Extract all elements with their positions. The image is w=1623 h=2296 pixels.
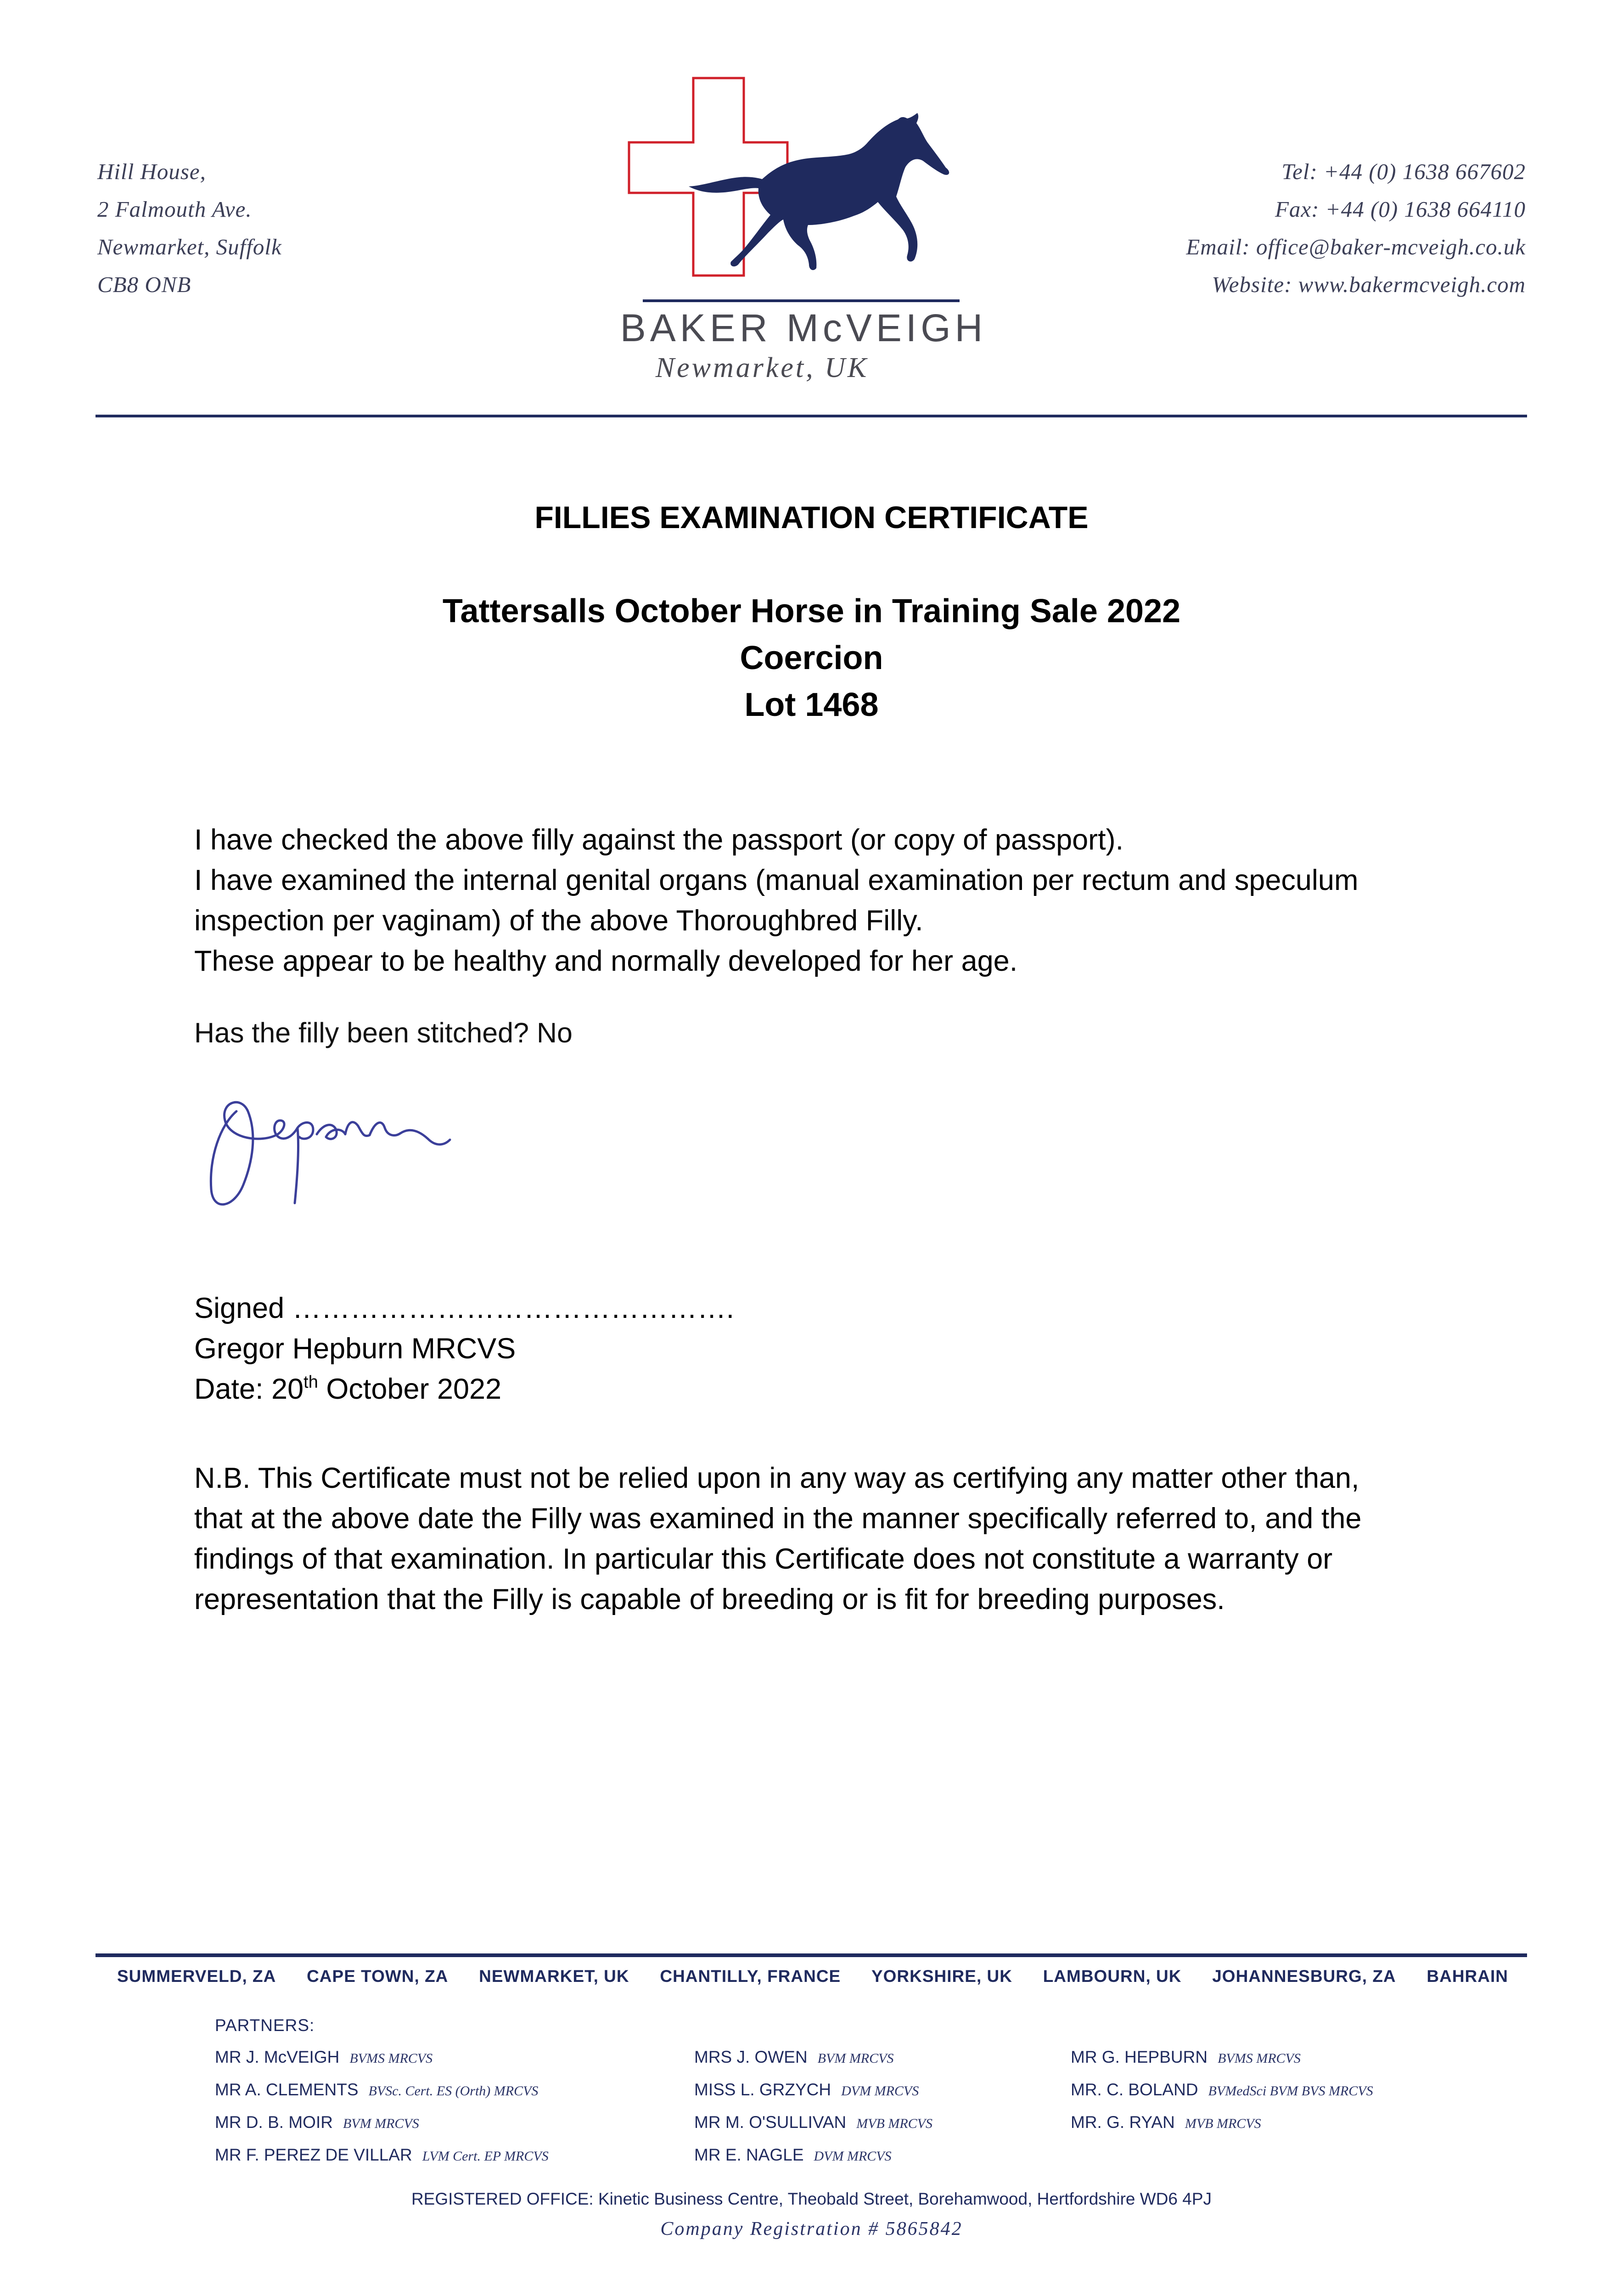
location-item: CHANTILLY, FRANCE [660, 1967, 841, 1986]
fax-text: Fax: +44 (0) 1638 664110 [1275, 197, 1526, 222]
partners-heading: PARTNERS: [215, 2016, 315, 2035]
location-item: NEWMARKET, UK [479, 1967, 629, 1986]
partner-qualification: MVB MRCVS [1185, 2116, 1261, 2131]
signature-image [193, 1084, 523, 1221]
signature-block [194, 1288, 1457, 1409]
partner-entry [694, 2042, 932, 2074]
disclaimer-line: that at the above date the Filly was examined in the manner specifically referred to, and the [194, 1503, 1362, 1535]
partners-column-1 [215, 2042, 549, 2172]
office-locations [117, 1967, 1508, 1986]
partner-entry [215, 2107, 549, 2139]
partner-entry [215, 2042, 549, 2074]
address-line: Newmarket, Suffolk [97, 234, 282, 259]
disclaimer [194, 1458, 1457, 1620]
address-line: Hill House, [97, 159, 206, 184]
partner-entry [1071, 2107, 1373, 2139]
company-registration: Company Registration # 5865842 [660, 2218, 963, 2240]
partner-name: MR D. B. MOIR [215, 2113, 333, 2132]
letterhead-contact [1186, 153, 1526, 304]
location-item: LAMBOURN, UK [1043, 1967, 1182, 1986]
registered-office: REGISTERED OFFICE: Kinetic Business Centre, Theobald Street, Borehamwood, Hertfordshire WD6 4PJ [411, 2189, 1212, 2208]
location-item: BAHRAIN [1426, 1967, 1508, 1986]
signed-line: Signed ………………………………………. [194, 1292, 735, 1324]
partner-name: MRS J. OWEN [694, 2048, 808, 2066]
signer-name: Gregor Hepburn MRCVS [194, 1333, 516, 1365]
partner-entry [694, 2139, 932, 2172]
partner-qualification: DVM MRCVS [841, 2083, 919, 2099]
statement-line: These appear to be healthy and normally developed for her age. [194, 945, 1018, 977]
partner-name: MR E. NAGLE [694, 2145, 804, 2164]
date-prefix: Date: 20 [194, 1373, 304, 1405]
partner-qualification: LVM Cert. EP MRCVS [422, 2149, 549, 2164]
certificate-title: FILLIES EXAMINATION CERTIFICATE [534, 500, 1089, 535]
location-item: JOHANNESBURG, ZA [1212, 1967, 1396, 1986]
partner-entry [694, 2107, 932, 2139]
partner-entry [215, 2139, 549, 2172]
partner-name: MR A. CLEMENTS [215, 2080, 359, 2099]
partner-name: MR. G. RYAN [1071, 2113, 1175, 2132]
email-text: Email: office@baker-mcveigh.co.uk [1186, 234, 1526, 259]
statement-line: inspection per vaginam) of the above Thoroughbred Filly. [194, 905, 923, 937]
location-item: YORKSHIRE, UK [871, 1967, 1012, 1986]
partners-column-2 [694, 2042, 932, 2172]
statement-line: I have checked the above filly against the passport (or copy of passport). [194, 824, 1124, 856]
disclaimer-line: N.B. This Certificate must not be relied upon in any way as certifying any matter other than, [194, 1462, 1359, 1494]
partner-qualification: BVM MRCVS [817, 2051, 894, 2066]
partner-qualification: BVMedSci BVM BVS MRCVS [1208, 2083, 1373, 2099]
partner-name: MR G. HEPBURN [1071, 2048, 1208, 2066]
certificate-date [194, 1369, 1457, 1409]
horse-and-red-cross-icon [624, 73, 973, 312]
horse-name: Coercion [740, 640, 883, 676]
partner-name: MISS L. GRZYCH [694, 2080, 831, 2099]
partner-qualification: BVMS MRCVS [1218, 2051, 1301, 2066]
address-line: CB8 ONB [97, 272, 191, 297]
partner-name: MR F. PEREZ DE VILLAR [215, 2145, 412, 2164]
examination-statement [194, 820, 1457, 981]
date-ordinal: th [303, 1373, 318, 1392]
disclaimer-line: findings of that examination. In particular this Certificate does not constitute a warranty or [194, 1543, 1333, 1575]
brand-location: Newmarket, UK [655, 352, 869, 383]
partner-entry [1071, 2042, 1373, 2074]
partner-qualification: BVMS MRCVS [349, 2051, 433, 2066]
partner-name: MR M. O'SULLIVAN [694, 2113, 847, 2132]
partner-qualification: DVM MRCVS [814, 2149, 892, 2164]
partner-qualification: MVB MRCVS [856, 2116, 933, 2131]
footer-divider [95, 1953, 1527, 1957]
partners-column-3 [1071, 2042, 1373, 2139]
website-text: Website: www.bakermcveigh.com [1212, 272, 1526, 297]
phone-text: Tel: +44 (0) 1638 667602 [1281, 159, 1526, 184]
header-divider [95, 415, 1527, 417]
statement-line: I have examined the internal genital organs (manual examination per rectum and speculum [194, 864, 1359, 896]
partner-entry [694, 2074, 932, 2107]
partner-entry [215, 2074, 549, 2107]
partner-qualification: BVM MRCVS [343, 2116, 419, 2131]
brand-name: BAKER McVEIGH [620, 306, 987, 349]
partner-name: MR. C. BOLAND [1071, 2080, 1198, 2099]
address-line: 2 Falmouth Ave. [97, 197, 252, 222]
partner-qualification: BVSc. Cert. ES (Orth) MRCVS [368, 2083, 539, 2099]
location-item: SUMMERVELD, ZA [117, 1967, 276, 1986]
disclaimer-line: representation that the Filly is capable of breeding or is fit for breeding purposes. [194, 1583, 1225, 1615]
partner-name: MR J. McVEIGH [215, 2048, 340, 2066]
sale-name: Tattersalls October Horse in Training Sale 2022 [442, 593, 1181, 630]
date-suffix: October 2022 [318, 1373, 502, 1405]
stitched-question: Has the filly been stitched? No [194, 1017, 573, 1048]
letterhead-address [97, 153, 282, 304]
lot-number: Lot 1468 [744, 687, 879, 723]
partner-entry [1071, 2074, 1373, 2107]
location-item: CAPE TOWN, ZA [307, 1967, 449, 1986]
